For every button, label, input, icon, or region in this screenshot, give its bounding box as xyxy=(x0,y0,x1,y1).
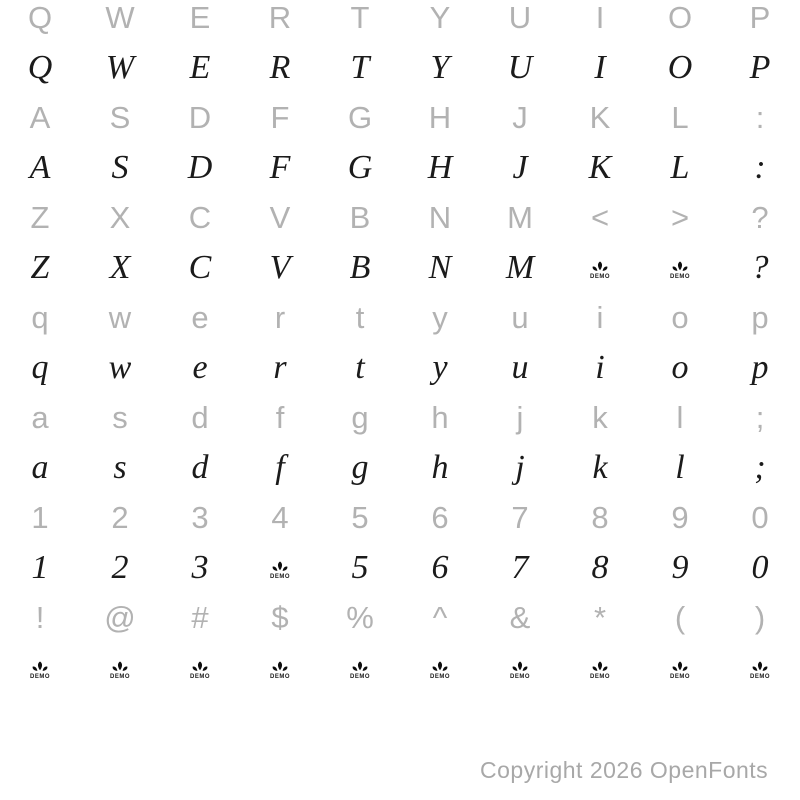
reference-glyph: J xyxy=(512,100,528,135)
reference-row xyxy=(0,393,800,443)
splash-icon xyxy=(671,660,689,673)
reference-glyph: C xyxy=(188,200,212,235)
reference-glyph: D xyxy=(188,100,212,135)
demo-watermark-marker xyxy=(350,660,370,680)
specimen-glyph: C xyxy=(188,249,212,286)
specimen-glyph: Y xyxy=(430,49,450,86)
demo-watermark-glyph xyxy=(480,643,560,693)
reference-glyph: G xyxy=(347,100,373,135)
reference-glyph: t xyxy=(355,300,365,335)
demo-watermark-marker xyxy=(750,660,770,680)
specimen-glyph: N xyxy=(428,249,452,286)
demo-watermark-glyph xyxy=(320,643,400,693)
specimen-glyph: ; xyxy=(754,449,766,486)
reference-row xyxy=(0,0,800,43)
specimen-glyph: f xyxy=(275,449,285,486)
splash-icon xyxy=(511,660,529,673)
reference-glyph: h xyxy=(431,400,449,435)
specimen-glyph: X xyxy=(109,249,131,286)
specimen-glyph: r xyxy=(273,349,287,386)
demo-watermark-glyph xyxy=(640,243,720,293)
reference-glyph: k xyxy=(592,400,608,435)
reference-glyph: ( xyxy=(674,600,686,635)
specimen-glyph: e xyxy=(192,349,208,386)
reference-glyph: Y xyxy=(429,0,451,35)
specimen-glyph: 7 xyxy=(511,549,529,586)
specimen-glyph: P xyxy=(749,49,771,86)
demo-watermark-glyph xyxy=(640,643,720,693)
specimen-glyph: O xyxy=(667,49,693,86)
reference-glyph: y xyxy=(432,300,448,335)
reference-glyph: r xyxy=(274,300,286,335)
splash-icon xyxy=(351,660,369,673)
reference-glyph: Z xyxy=(30,200,50,235)
reference-row xyxy=(0,193,800,243)
reference-glyph: * xyxy=(593,600,607,635)
splash-icon xyxy=(31,660,49,673)
reference-glyph: s xyxy=(112,400,128,435)
reference-glyph: E xyxy=(189,0,211,35)
reference-glyph: f xyxy=(275,400,285,435)
reference-glyph: R xyxy=(268,0,292,35)
specimen-row xyxy=(0,243,800,293)
reference-glyph: : xyxy=(755,100,765,135)
splash-icon xyxy=(591,260,609,273)
specimen-glyph: E xyxy=(189,49,211,86)
specimen-glyph: 3 xyxy=(191,549,209,586)
demo-watermark-marker xyxy=(270,660,290,680)
demo-watermark-marker xyxy=(110,660,130,680)
reference-glyph: 6 xyxy=(431,500,449,535)
specimen-glyph: w xyxy=(108,349,132,386)
specimen-glyph: h xyxy=(431,449,449,486)
specimen-glyph: t xyxy=(355,349,365,386)
demo-watermark-marker xyxy=(430,660,450,680)
reference-glyph: 8 xyxy=(591,500,609,535)
demo-watermark-glyph xyxy=(240,543,320,593)
demo-label: DEMO xyxy=(350,674,370,681)
reference-glyph: V xyxy=(269,200,291,235)
specimen-glyph: u xyxy=(511,349,529,386)
specimen-glyph: q xyxy=(31,349,49,386)
reference-glyph: M xyxy=(507,200,533,235)
demo-label: DEMO xyxy=(590,274,610,281)
demo-label: DEMO xyxy=(30,674,50,681)
splash-icon xyxy=(751,660,769,673)
demo-watermark-marker xyxy=(30,660,50,680)
demo-label: DEMO xyxy=(270,574,290,581)
specimen-glyph: k xyxy=(592,449,608,486)
demo-watermark-marker xyxy=(270,560,290,580)
reference-glyph: Q xyxy=(27,0,53,35)
reference-glyph: w xyxy=(108,300,132,335)
reference-glyph: j xyxy=(516,400,524,435)
splash-icon xyxy=(271,660,289,673)
specimen-glyph: j xyxy=(515,449,525,486)
reference-glyph: 5 xyxy=(351,500,369,535)
specimen-glyph: W xyxy=(105,49,135,86)
reference-glyph: P xyxy=(749,0,771,35)
specimen-glyph: g xyxy=(351,449,369,486)
reference-glyph: e xyxy=(191,300,209,335)
reference-glyph: p xyxy=(751,300,769,335)
specimen-glyph: : xyxy=(754,149,766,186)
specimen-glyph: o xyxy=(671,349,689,386)
demo-watermark-glyph xyxy=(160,643,240,693)
specimen-glyph: a xyxy=(31,449,49,486)
specimen-glyph: 1 xyxy=(31,549,49,586)
reference-glyph: W xyxy=(105,0,135,35)
specimen-glyph: R xyxy=(269,49,291,86)
footer-copyright: Copyright 2026 OpenFonts xyxy=(480,757,769,783)
reference-row xyxy=(0,93,800,143)
specimen-glyph: ? xyxy=(751,249,769,286)
reference-glyph: 0 xyxy=(751,500,769,535)
specimen-row xyxy=(0,43,800,93)
splash-icon xyxy=(271,560,289,573)
reference-glyph: d xyxy=(191,400,209,435)
splash-icon xyxy=(111,660,129,673)
reference-glyph: $ xyxy=(271,600,289,635)
splash-icon xyxy=(191,660,209,673)
reference-glyph: T xyxy=(350,0,370,35)
specimen-glyph: V xyxy=(269,249,291,286)
reference-glyph: # xyxy=(191,600,209,635)
reference-glyph: H xyxy=(428,100,452,135)
specimen-glyph: y xyxy=(432,349,448,386)
reference-glyph: O xyxy=(667,0,693,35)
reference-glyph: K xyxy=(589,100,611,135)
specimen-glyph: B xyxy=(349,249,371,286)
demo-watermark-glyph xyxy=(720,643,800,693)
specimen-glyph: 9 xyxy=(671,549,689,586)
reference-glyph: ! xyxy=(35,600,45,635)
demo-label: DEMO xyxy=(270,674,290,681)
demo-watermark-glyph xyxy=(560,243,640,293)
demo-label: DEMO xyxy=(670,674,690,681)
reference-glyph: ) xyxy=(754,600,766,635)
reference-glyph: F xyxy=(270,100,290,135)
reference-glyph: B xyxy=(349,200,371,235)
reference-glyph: 2 xyxy=(111,500,129,535)
specimen-glyph: D xyxy=(187,149,213,186)
specimen-glyph: 2 xyxy=(111,549,129,586)
demo-label: DEMO xyxy=(670,274,690,281)
reference-glyph: u xyxy=(511,300,529,335)
specimen-glyph: i xyxy=(595,349,605,386)
reference-glyph: ^ xyxy=(432,600,448,635)
reference-glyph: 9 xyxy=(671,500,689,535)
specimen-row xyxy=(0,443,800,493)
reference-glyph: I xyxy=(595,0,605,35)
specimen-glyph: T xyxy=(350,49,370,86)
demo-watermark-marker xyxy=(670,660,690,680)
demo-watermark-marker xyxy=(510,660,530,680)
reference-glyph: 4 xyxy=(271,500,289,535)
specimen-row xyxy=(0,143,800,193)
specimen-glyph: s xyxy=(113,449,127,486)
demo-watermark-marker xyxy=(590,260,610,280)
specimen-glyph: Q xyxy=(27,49,53,86)
reference-glyph: X xyxy=(109,200,131,235)
specimen-glyph: 5 xyxy=(351,549,369,586)
reference-glyph: 1 xyxy=(31,500,49,535)
specimen-glyph: I xyxy=(594,49,606,86)
reference-row xyxy=(0,493,800,543)
reference-glyph: S xyxy=(109,100,131,135)
demo-watermark-glyph xyxy=(80,643,160,693)
reference-row xyxy=(0,293,800,343)
specimen-row xyxy=(0,643,800,693)
reference-glyph: i xyxy=(596,300,604,335)
demo-watermark-glyph xyxy=(240,643,320,693)
reference-glyph: & xyxy=(509,600,531,635)
reference-glyph: 7 xyxy=(511,500,529,535)
demo-watermark-glyph xyxy=(560,643,640,693)
specimen-glyph: S xyxy=(111,149,129,186)
reference-glyph: ; xyxy=(755,400,765,435)
reference-glyph: a xyxy=(31,400,49,435)
reference-glyph: l xyxy=(676,400,684,435)
demo-label: DEMO xyxy=(590,674,610,681)
specimen-glyph: M xyxy=(505,249,535,286)
specimen-glyph: J xyxy=(512,149,528,186)
specimen-glyph: H xyxy=(427,149,453,186)
splash-icon xyxy=(671,260,689,273)
reference-glyph: % xyxy=(346,600,374,635)
reference-glyph: @ xyxy=(104,600,136,635)
specimen-glyph: U xyxy=(507,49,533,86)
demo-watermark-glyph xyxy=(0,643,80,693)
specimen-glyph: p xyxy=(751,349,769,386)
demo-label: DEMO xyxy=(430,674,450,681)
specimen-glyph: 6 xyxy=(431,549,449,586)
reference-glyph: < xyxy=(590,200,610,235)
specimen-glyph: A xyxy=(29,149,51,186)
reference-glyph: q xyxy=(31,300,49,335)
demo-label: DEMO xyxy=(510,674,530,681)
demo-watermark-marker xyxy=(590,660,610,680)
specimen-glyph: 8 xyxy=(591,549,609,586)
specimen-glyph: d xyxy=(191,449,209,486)
reference-glyph: o xyxy=(671,300,689,335)
reference-glyph: A xyxy=(29,100,51,135)
reference-glyph: L xyxy=(671,100,689,135)
reference-row xyxy=(0,593,800,643)
demo-label: DEMO xyxy=(190,674,210,681)
specimen-row xyxy=(0,343,800,393)
specimen-glyph: L xyxy=(670,149,690,186)
reference-glyph: U xyxy=(508,0,532,35)
demo-watermark-glyph xyxy=(400,643,480,693)
reference-glyph: 3 xyxy=(191,500,209,535)
splash-icon xyxy=(431,660,449,673)
reference-glyph: > xyxy=(670,200,690,235)
specimen-glyph: 0 xyxy=(751,549,769,586)
demo-watermark-marker xyxy=(670,260,690,280)
reference-glyph: g xyxy=(351,400,369,435)
demo-label: DEMO xyxy=(750,674,770,681)
specimen-glyph: K xyxy=(588,149,612,186)
reference-glyph: ? xyxy=(751,200,769,235)
specimen-glyph: G xyxy=(347,149,373,186)
specimen-glyph: Z xyxy=(30,249,50,286)
specimen-glyph: l xyxy=(675,449,685,486)
specimen-row xyxy=(0,543,800,593)
reference-glyph: N xyxy=(428,200,452,235)
demo-label: DEMO xyxy=(110,674,130,681)
demo-watermark-marker xyxy=(190,660,210,680)
splash-icon xyxy=(591,660,609,673)
specimen-glyph: F xyxy=(269,149,291,186)
